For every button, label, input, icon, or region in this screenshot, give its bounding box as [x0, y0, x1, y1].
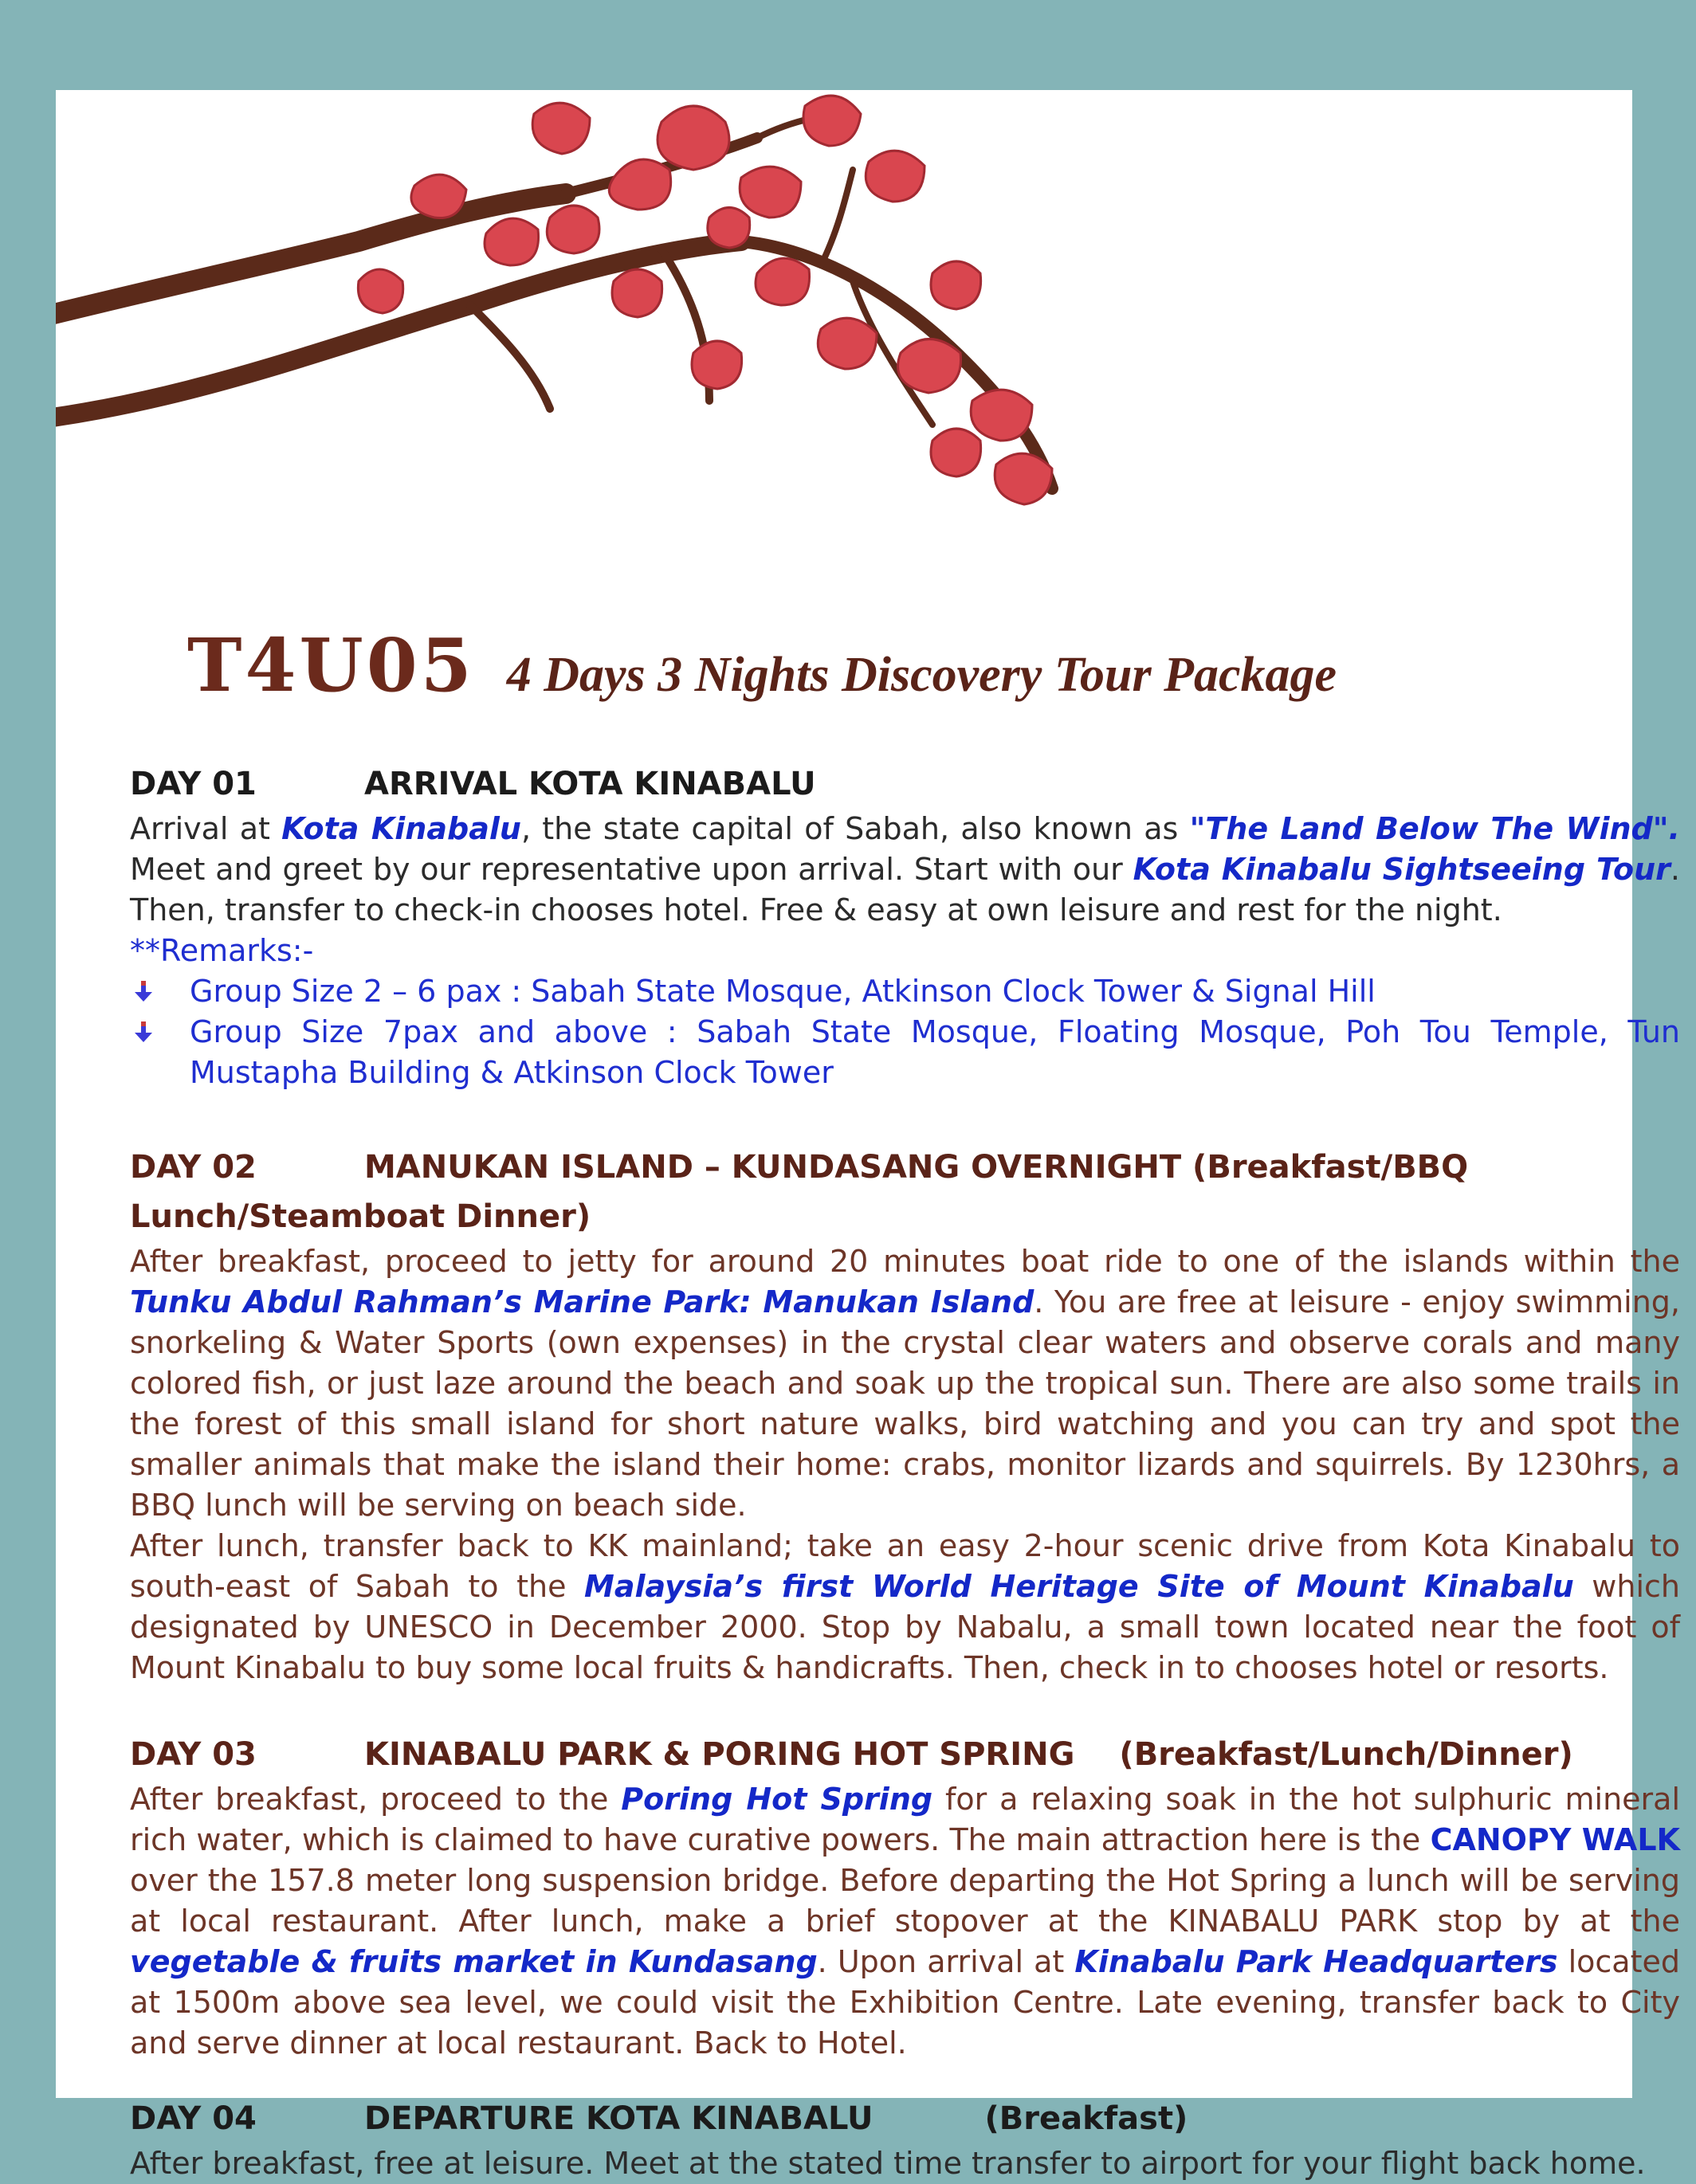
text-run: . Upon arrival at	[817, 1944, 1075, 1979]
day-title: ARRIVAL KOTA KINABALU	[364, 766, 816, 802]
highlight-park-headquarters: Kinabalu Park Headquarters	[1074, 1944, 1558, 1979]
day-01-description	[130, 809, 1680, 931]
text-run: located at 1500m above sea level, we could visit the Exhibition Centre. Late evening, transfer back to City and serve dinner at local restaurant. Back to Hotel.	[130, 1944, 1680, 2060]
text-run: Meet and greet by our representative upon arrival. Start with our	[130, 852, 1133, 887]
day-number: DAY 04	[130, 2100, 257, 2137]
day-02-description-2	[130, 1526, 1680, 1688]
day-number: DAY 02	[130, 1149, 257, 1186]
down-arrow-bullet-icon	[132, 979, 155, 1003]
down-arrow-bullet-icon	[132, 1020, 155, 1044]
day-03-heading	[130, 1730, 1680, 1779]
highlight-land-below-wind: "The Land Below The Wind".	[1189, 811, 1680, 846]
itinerary	[130, 759, 1680, 2184]
day-number: DAY 03	[130, 1736, 257, 1773]
day-03-section	[130, 1730, 1680, 2064]
day-title: MANUKAN ISLAND – KUNDASANG OVERNIGHT (Breakfast/BBQ Lunch/Steamboat Dinner)	[130, 1149, 1469, 1235]
highlight-canopy-walk: CANOPY WALK	[1430, 1822, 1681, 1857]
highlight-kota-kinabalu: Kota Kinabalu	[281, 811, 521, 846]
highlight-manukan-island: Tunku Abdul Rahman’s Marine Park: Manukan Island	[130, 1284, 1034, 1319]
text-run: . You are free at leisure - enjoy swimming, snorkeling & Water Sports (own expenses) in the crystal clear waters and observe corals and many colored fish, or just laze around the beach and soak up the tropical sun. There are also some trails in the forest of this small island for short nature walks, bird watching and you can try and spot the smaller animals that make the island their home: crabs, monitor lizards and squirrels. By 1230hrs, a BBQ lunch will be serving on beach side.	[130, 1284, 1680, 1523]
day-02-description	[130, 1241, 1680, 1526]
day-04-description: After breakfast, free at leisure. Meet at the stated time transfer to airport for your flight back home.	[130, 2146, 1646, 2181]
day-04-heading	[130, 2094, 1680, 2143]
day-02-heading	[130, 1143, 1680, 1241]
package-subtitle: 4 Days 3 Nights Discovery Tour Package	[506, 648, 1337, 702]
highlight-poring-hot-spring: Poring Hot Spring	[621, 1782, 933, 1817]
highlight-sightseeing-tour: Kota Kinabalu Sightseeing Tour	[1133, 852, 1670, 887]
text-run: . Then, transfer to check-in chooses hotel. Free & easy at own leisure and rest for the night.	[130, 852, 1680, 927]
remark-text: Group Size 7pax and above : Sabah State Mosque, Floating Mosque, Poh Tou Temple, Tun Mustapha Building & Atkinson Clock Tower	[190, 1014, 1680, 1090]
day-01-section	[130, 759, 1680, 1093]
remarks-label: **Remarks:-	[130, 933, 314, 968]
day-title: KINABALU PARK & PORING HOT SPRING	[364, 1736, 1075, 1773]
text-run: for a relaxing soak in the hot sulphuric mineral rich water, which is claimed to have curative powers. The main attraction here is the	[130, 1782, 1681, 1857]
day-02-section	[130, 1143, 1680, 1688]
list-item	[130, 971, 1680, 1012]
text-run: , the state capital of Sabah, also known as	[520, 811, 1190, 846]
text-run: which designated by UNESCO in December 2000. Stop by Nabalu, a small town located near the foot of Mount Kinabalu to buy some local fruits & handicrafts. Then, check in to chooses hotel or resorts.	[130, 1569, 1681, 1685]
list-item	[130, 1012, 1680, 1093]
day-meals: (Breakfast/Lunch/Dinner)	[1119, 1736, 1573, 1773]
day-01-heading	[130, 759, 1680, 809]
day-title: DEPARTURE KOTA KINABALU	[364, 2100, 874, 2137]
package-code: T4U05	[187, 622, 475, 708]
text-run: over the 157.8 meter long suspension bridge. Before departing the Hot Spring a lunch will be serving at local restaurant. After lunch, make a brief stopover at the KINABALU PARK stop by at the	[130, 1863, 1680, 1939]
text-run: After breakfast, proceed to jetty for around 20 minutes boat ride to one of the islands within the	[130, 1244, 1680, 1279]
text-run: After breakfast, proceed to the	[130, 1782, 622, 1817]
text-run: After lunch, transfer back to KK mainland; take an easy 2-hour scenic drive from Kota Kinabalu to south-east of Sabah to the	[130, 1528, 1680, 1604]
text-run: Arrival at	[130, 811, 282, 846]
day-03-description	[130, 1779, 1680, 2064]
blossom-branch-illustration	[56, 90, 1100, 632]
day-04-section	[130, 2094, 1680, 2184]
remarks-list	[130, 971, 1680, 1093]
day-meals: (Breakfast)	[984, 2100, 1188, 2137]
highlight-world-heritage-site: Malaysia’s first World Heritage Site of Mount Kinabalu	[584, 1569, 1574, 1604]
tour-title	[187, 622, 1696, 710]
day-number: DAY 01	[130, 766, 257, 802]
brochure-page	[56, 90, 1681, 2181]
highlight-vegetable-market: vegetable & fruits market in Kundasang	[130, 1944, 818, 1979]
remark-text: Group Size 2 – 6 pax : Sabah State Mosque, Atkinson Clock Tower & Signal Hill	[190, 974, 1376, 1009]
